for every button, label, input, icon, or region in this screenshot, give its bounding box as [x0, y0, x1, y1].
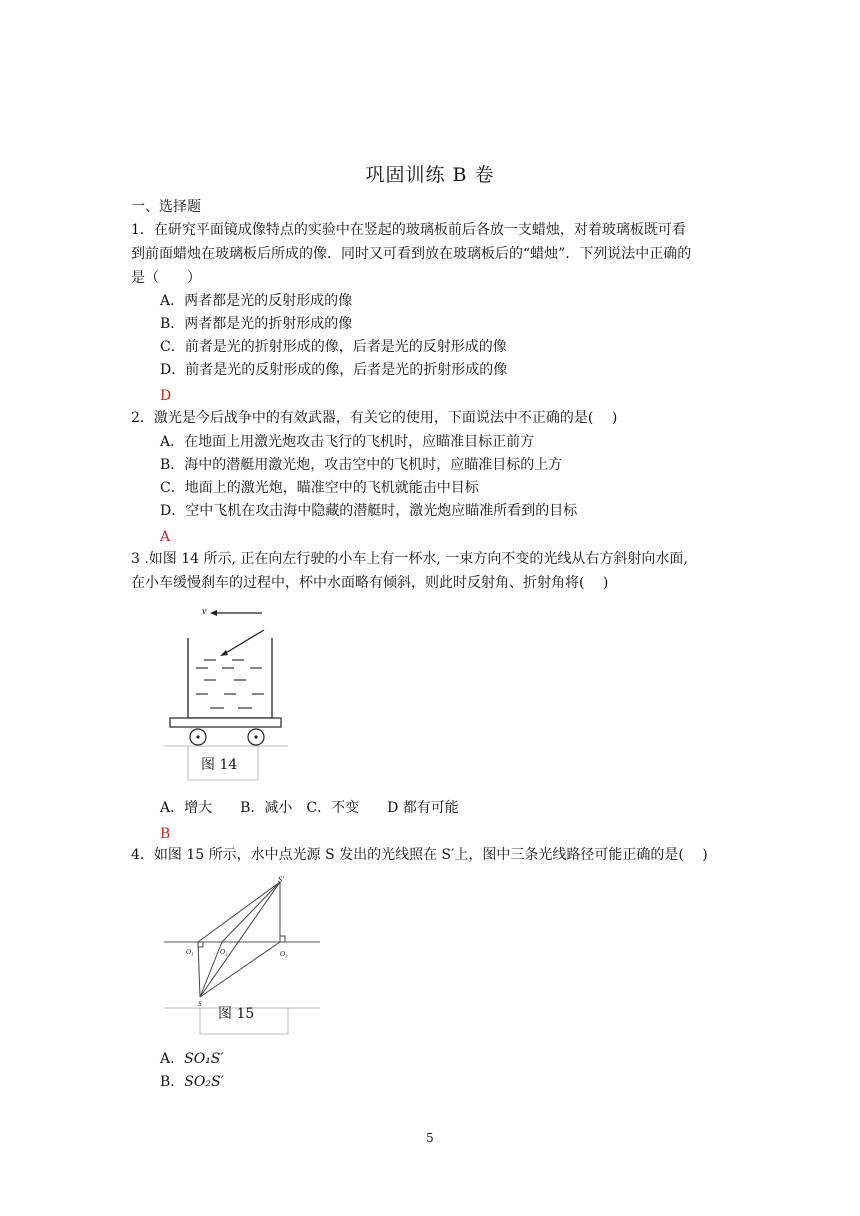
q4-option-a: [160, 1051, 224, 1068]
q1-line2: 到前面蜡烛在玻璃板后所成的像．同时又可看到放在玻璃板后的“蜡烛”．下列说法中正确的: [131, 246, 692, 262]
fig15-label-o1: O₁: [186, 948, 194, 956]
fig15-caption: 图 15: [218, 1006, 255, 1022]
q1-answer: D: [160, 388, 172, 404]
fig15-label-o3: O₃: [280, 950, 288, 958]
fig14-velocity-label: v: [202, 606, 207, 617]
q1-option-d: D．前者是光的反射形成的像，后者是光的折射形成的像: [160, 362, 508, 378]
q1-option-c: C．前者是光的折射形成的像，后者是光的反射形成的像: [160, 339, 507, 355]
q4-option-a-prefix: A．: [160, 1051, 185, 1067]
q2-option-b: B．海中的潜艇用激光炮，攻击空中的飞机时，应瞄准目标的上方: [160, 457, 563, 473]
fig15-label-s-prime: S′: [278, 875, 284, 884]
section-heading: 一、选择题: [131, 199, 201, 215]
q4-line1: 4．如图 15 所示，水中点光源 S 发出的光线照在 S′上，图中三条光线路径可能正确的是( ): [131, 847, 708, 863]
q1-option-b: B．两者都是光的折射形成的像: [160, 316, 353, 332]
page-title: 巩固训练 B 卷: [365, 164, 495, 186]
q3-line2: 在小车缓慢刹车的过程中，杯中水面略有倾斜，则此时反射角、折射角将( ): [131, 575, 609, 591]
q2-option-a: A．在地面上用激光炮攻击飞行的飞机时，应瞄准目标正前方: [160, 434, 535, 450]
q2-option-c: C．地面上的激光炮，瞄准空中的飞机就能击中目标: [160, 480, 479, 496]
q1-line3: 是（ ）: [131, 270, 201, 286]
q4-option-b-text: SO₂S′: [184, 1074, 224, 1090]
q2-answer: A: [160, 529, 171, 545]
q1-option-a: A．两者都是光的反射形成的像: [160, 293, 353, 309]
q4-option-b: [160, 1074, 224, 1091]
fig15-label-o2: O₂: [220, 948, 228, 956]
q4-option-b-prefix: B．: [160, 1074, 185, 1090]
q2-line1: 2．激光是今后战争中的有效武器，有关它的使用，下面说法中不正确的是( ): [131, 410, 618, 426]
q1-line1: 1．在研究平面镜成像特点的实验中在竖起的玻璃板前后各放一支蜡烛，对着玻璃板既可看: [131, 222, 686, 238]
q3-line1: 3 .如图 14 所示, 正在向左行驶的小车上有一杯水, 一束方向不变的光线从右方斜射向水面,: [131, 551, 688, 567]
q2-option-d: D．空中飞机在攻击海中隐藏的潜艇时，激光炮应瞄准所看到的目标: [160, 503, 578, 519]
fig15-label-s: S: [198, 1000, 202, 1008]
q4-option-a-text: SO₁S′: [184, 1051, 224, 1067]
page-number: 5: [426, 1131, 434, 1145]
q3-answer: B: [160, 826, 171, 842]
q3-options: A．增大 B．减小 C．不变 D 都有可能: [160, 800, 459, 816]
fig14-caption: 图 14: [201, 757, 238, 773]
